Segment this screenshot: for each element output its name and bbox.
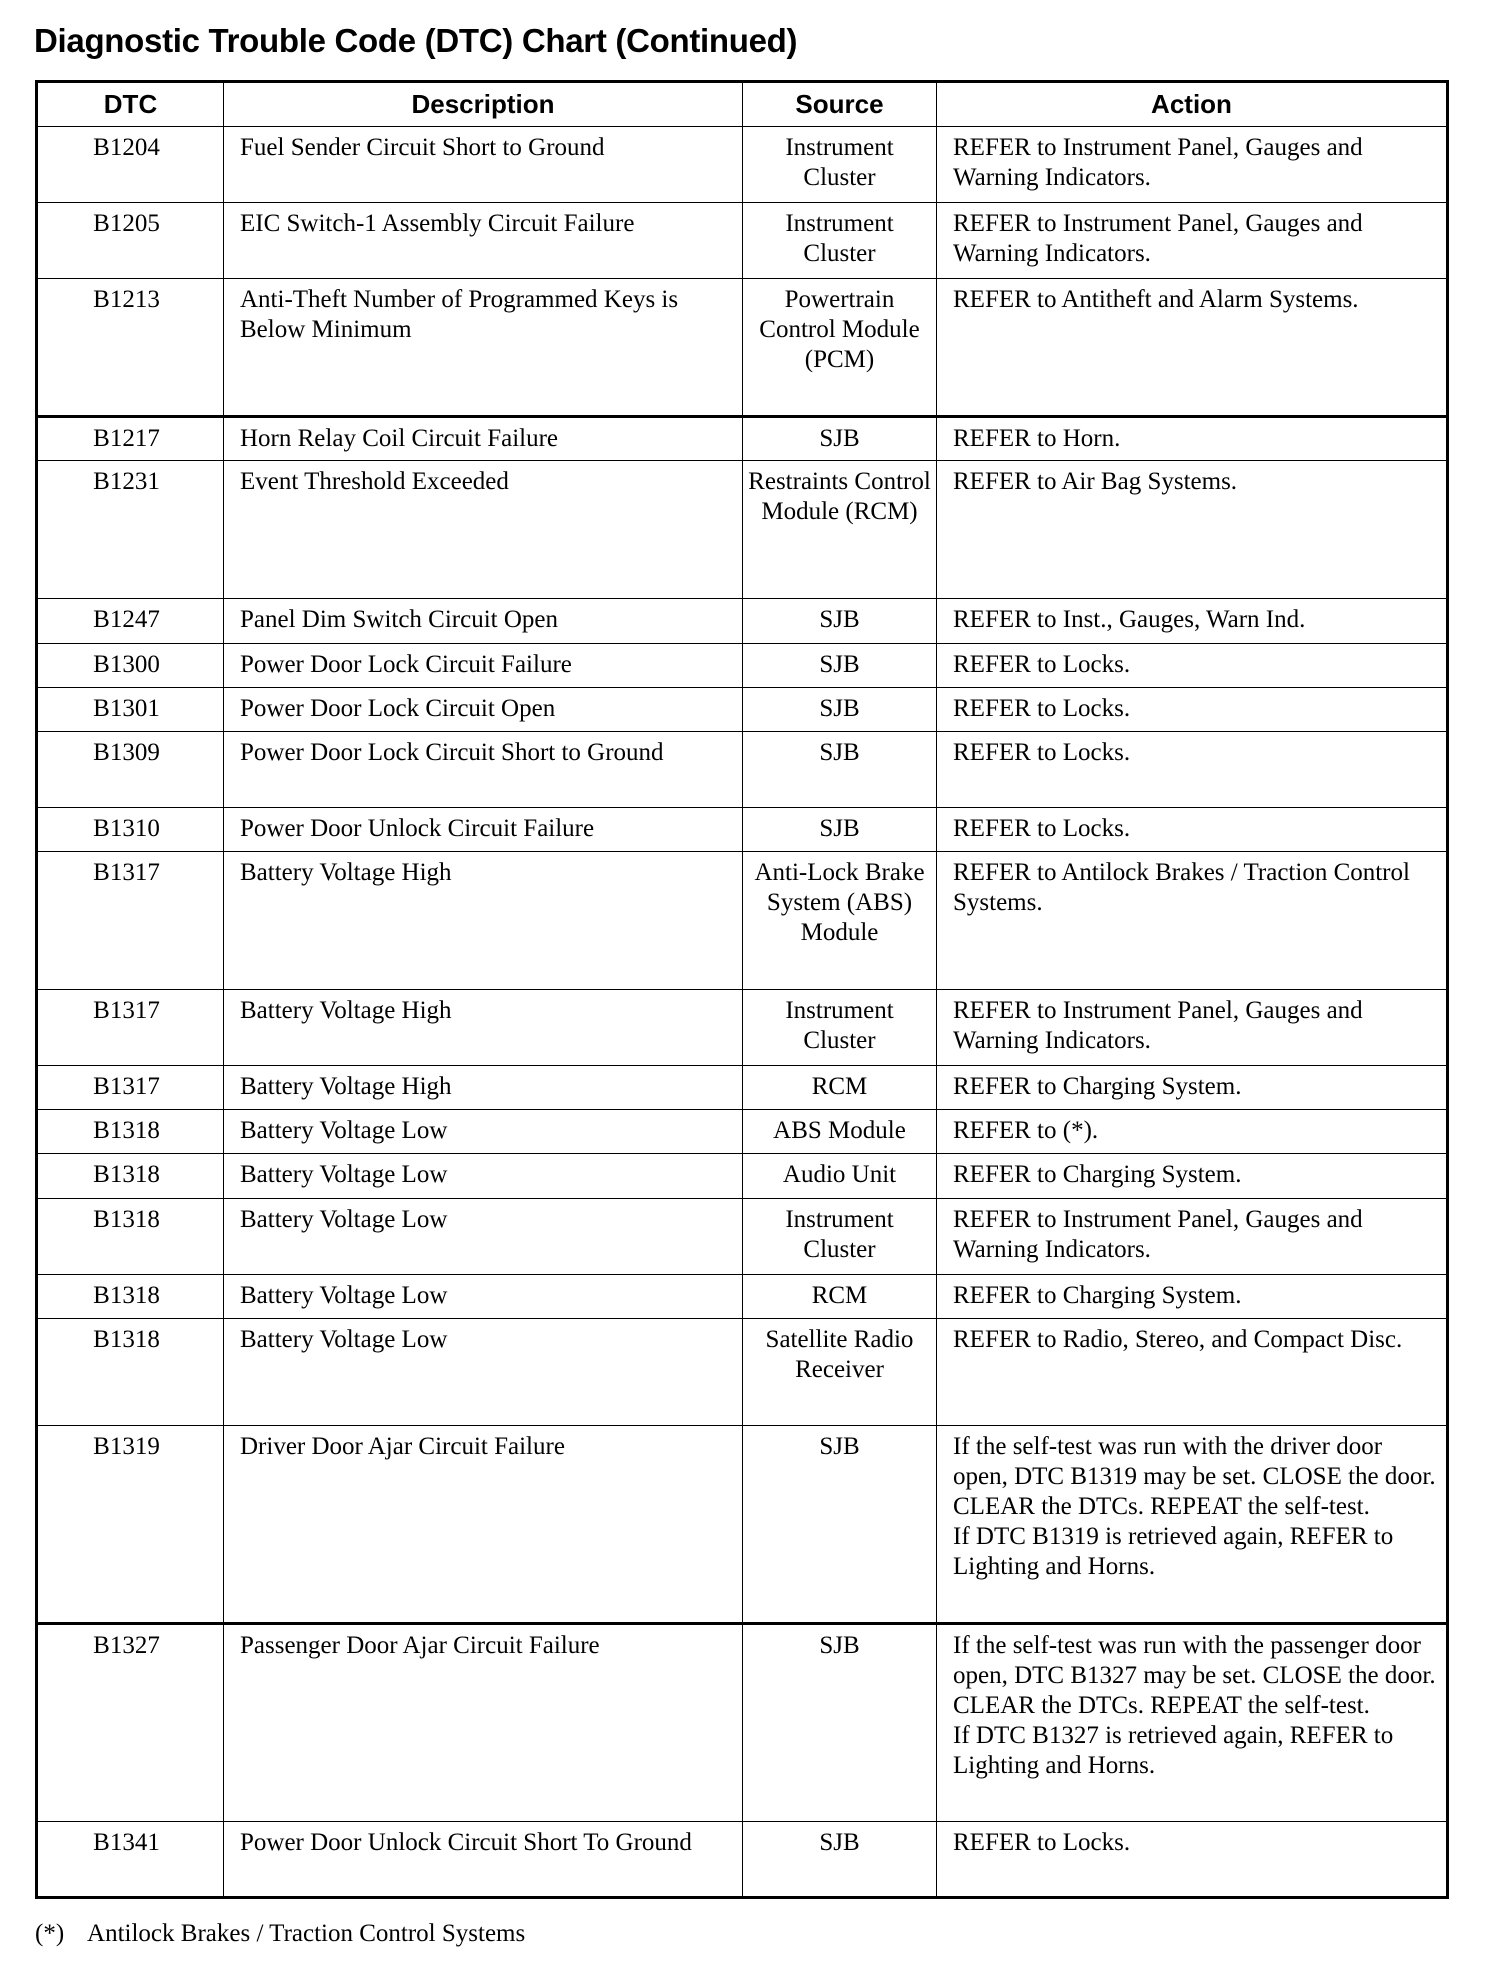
table-row (37, 1426, 1448, 1624)
source-cell: Restraints Control Module (RCM) (743, 461, 937, 599)
desc-cell: Power Door Unlock Circuit Short To Ground (224, 1822, 743, 1898)
desc-cell: Horn Relay Coil Circuit Failure (224, 417, 743, 461)
dtc-cell: B1205 (37, 203, 224, 279)
dtc-cell: B1310 (37, 808, 224, 852)
desc-cell: Event Threshold Exceeded (224, 461, 743, 599)
action-cell: REFER to Charging System. (937, 1154, 1448, 1199)
desc-cell: Driver Door Ajar Circuit Failure (224, 1426, 743, 1624)
dtc-cell: B1317 (37, 1066, 224, 1110)
desc-cell: Battery Voltage High (224, 990, 743, 1066)
table-row (37, 599, 1448, 644)
source-cell: SJB (743, 1822, 937, 1898)
dtc-cell: B1318 (37, 1154, 224, 1199)
table-row (37, 1275, 1448, 1319)
action-cell: REFER to Antitheft and Alarm Systems. (937, 279, 1448, 417)
source-cell: SJB (743, 808, 937, 852)
source-cell: Anti-Lock Brake System (ABS) Module (743, 852, 937, 990)
table-row (37, 732, 1448, 808)
action-cell: REFER to Locks. (937, 808, 1448, 852)
footnote-mark: (*) (35, 1920, 65, 1947)
desc-cell: Power Door Lock Circuit Failure (224, 644, 743, 688)
action-cell: REFER to Charging System. (937, 1275, 1448, 1319)
footnote-text: Antilock Brakes / Traction Control Systems (87, 1920, 526, 1947)
dtc-cell: B1317 (37, 852, 224, 990)
source-cell: RCM (743, 1275, 937, 1319)
dtc-cell: B1318 (37, 1199, 224, 1275)
table-row (37, 1822, 1448, 1898)
source-cell: Satellite Radio Receiver (743, 1319, 937, 1426)
source-cell: SJB (743, 644, 937, 688)
action-cell: REFER to Locks. (937, 1822, 1448, 1898)
desc-cell: Anti-Theft Number of Programmed Keys is Below Minimum (224, 279, 743, 417)
action-cell: REFER to Instrument Panel, Gauges and Warning Indicators. (937, 1199, 1448, 1275)
table-row (37, 1154, 1448, 1199)
column-header-description: Description (224, 82, 743, 127)
action-cell: If the self-test was run with the passenger door open, DTC B1327 may be set. CLOSE the door. CLEAR the DTCs. REPEAT the self-test. If DTC B1327 is retrieved again, REFER to Lighting and Horns. (937, 1624, 1448, 1822)
action-cell: REFER to Charging System. (937, 1066, 1448, 1110)
desc-cell: Panel Dim Switch Circuit Open (224, 599, 743, 644)
desc-cell: Battery Voltage Low (224, 1199, 743, 1275)
dtc-cell: B1213 (37, 279, 224, 417)
desc-cell: Battery Voltage High (224, 852, 743, 990)
action-cell: If the self-test was run with the driver door open, DTC B1319 may be set. CLOSE the door. CLEAR the DTCs. REPEAT the self-test. If DTC B1319 is retrieved again, REFER to Lighting and Horns. (937, 1426, 1448, 1624)
source-cell: Instrument Cluster (743, 127, 937, 203)
desc-cell: Battery Voltage Low (224, 1319, 743, 1426)
source-cell: SJB (743, 688, 937, 732)
desc-cell: Battery Voltage Low (224, 1110, 743, 1154)
column-header-action: Action (937, 82, 1448, 127)
action-cell: REFER to Locks. (937, 732, 1448, 808)
action-cell: REFER to Inst., Gauges, Warn Ind. (937, 599, 1448, 644)
action-cell: REFER to Antilock Brakes / Traction Control Systems. (937, 852, 1448, 990)
desc-cell: Battery Voltage Low (224, 1275, 743, 1319)
dtc-cell: B1319 (37, 1426, 224, 1624)
action-cell: REFER to Locks. (937, 688, 1448, 732)
action-cell: REFER to (*). (937, 1110, 1448, 1154)
page-title: Diagnostic Trouble Code (DTC) Chart (Continued) (34, 22, 798, 59)
table-row (37, 1066, 1448, 1110)
source-cell: SJB (743, 732, 937, 808)
table-row (37, 688, 1448, 732)
table-row (37, 461, 1448, 599)
dtc-table (35, 80, 1449, 1899)
table-row (37, 852, 1448, 990)
source-cell: SJB (743, 1624, 937, 1822)
dtc-cell: B1217 (37, 417, 224, 461)
desc-cell: Power Door Lock Circuit Short to Ground (224, 732, 743, 808)
footnote (35, 1920, 525, 1948)
action-cell: REFER to Locks. (937, 644, 1448, 688)
table-row (37, 644, 1448, 688)
table-row (37, 203, 1448, 279)
dtc-cell: B1300 (37, 644, 224, 688)
desc-cell: Power Door Lock Circuit Open (224, 688, 743, 732)
dtc-cell: B1247 (37, 599, 224, 644)
desc-cell: Power Door Unlock Circuit Failure (224, 808, 743, 852)
table-row (37, 1110, 1448, 1154)
dtc-cell: B1327 (37, 1624, 224, 1822)
dtc-cell: B1204 (37, 127, 224, 203)
action-cell: REFER to Horn. (937, 417, 1448, 461)
table-header-row (37, 82, 1448, 127)
source-cell: RCM (743, 1066, 937, 1110)
table-row (37, 127, 1448, 203)
dtc-cell: B1231 (37, 461, 224, 599)
dtc-cell: B1341 (37, 1822, 224, 1898)
source-cell: Instrument Cluster (743, 1199, 937, 1275)
source-cell: Audio Unit (743, 1154, 937, 1199)
desc-cell: EIC Switch-1 Assembly Circuit Failure (224, 203, 743, 279)
table-row (37, 279, 1448, 417)
table-row (37, 417, 1448, 461)
table-row (37, 808, 1448, 852)
action-cell: REFER to Air Bag Systems. (937, 461, 1448, 599)
desc-cell: Fuel Sender Circuit Short to Ground (224, 127, 743, 203)
desc-cell: Passenger Door Ajar Circuit Failure (224, 1624, 743, 1822)
source-cell: Instrument Cluster (743, 990, 937, 1066)
dtc-cell: B1317 (37, 990, 224, 1066)
source-cell: SJB (743, 599, 937, 644)
table-row (37, 1199, 1448, 1275)
table-row (37, 990, 1448, 1066)
action-cell: REFER to Instrument Panel, Gauges and Warning Indicators. (937, 990, 1448, 1066)
source-cell: SJB (743, 417, 937, 461)
column-header-dtc: DTC (37, 82, 224, 127)
dtc-cell: B1301 (37, 688, 224, 732)
dtc-cell: B1309 (37, 732, 224, 808)
source-cell: ABS Module (743, 1110, 937, 1154)
source-cell: Powertrain Control Module (PCM) (743, 279, 937, 417)
dtc-cell: B1318 (37, 1275, 224, 1319)
table-row (37, 1624, 1448, 1822)
action-cell: REFER to Instrument Panel, Gauges and Warning Indicators. (937, 127, 1448, 203)
desc-cell: Battery Voltage High (224, 1066, 743, 1110)
table-row (37, 1319, 1448, 1426)
desc-cell: Battery Voltage Low (224, 1154, 743, 1199)
dtc-cell: B1318 (37, 1319, 224, 1426)
source-cell: SJB (743, 1426, 937, 1624)
action-cell: REFER to Radio, Stereo, and Compact Disc. (937, 1319, 1448, 1426)
action-cell: REFER to Instrument Panel, Gauges and Warning Indicators. (937, 203, 1448, 279)
column-header-source: Source (743, 82, 937, 127)
source-cell: Instrument Cluster (743, 203, 937, 279)
dtc-cell: B1318 (37, 1110, 224, 1154)
